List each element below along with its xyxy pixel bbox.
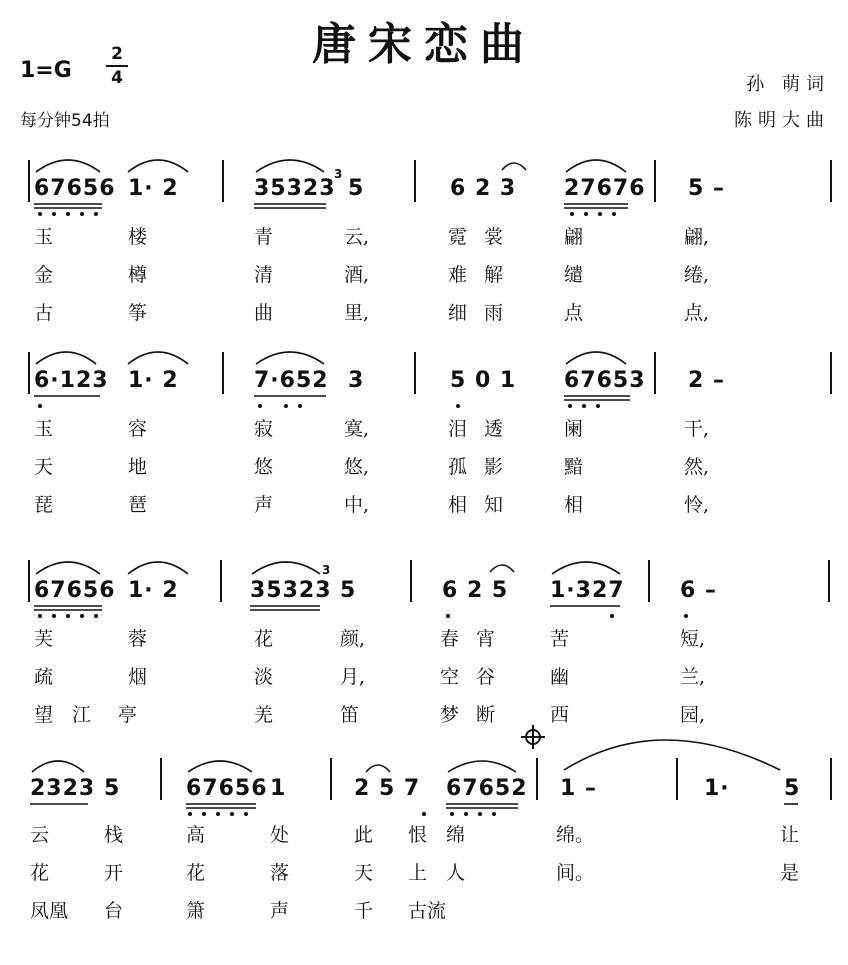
lyric-syllable: 相 — [448, 494, 468, 516]
slur — [128, 160, 188, 172]
lyric-syllable: 点 — [564, 302, 584, 324]
lyric-syllable: 黯 — [564, 456, 584, 478]
note-group: 5 — [340, 578, 357, 603]
lyric-syllable: 江 — [72, 704, 92, 726]
lyric-syllable: 天 — [354, 862, 374, 884]
lyric-syllable: 花 — [186, 862, 206, 884]
lyric-syllable: 断 — [476, 704, 496, 726]
lyric-syllable: 里, — [344, 302, 370, 324]
lyric-syllable: 孤 — [448, 456, 468, 478]
note-group: 5 — [104, 776, 121, 801]
lyric-syllable: 琵 — [34, 494, 54, 516]
lyric-syllable: 楼 — [128, 226, 148, 248]
lyricist-credit: 孙 萌词 — [746, 74, 830, 95]
lyric-syllable: 亭 — [118, 704, 138, 726]
slur — [366, 765, 390, 772]
note-group: 7·652 — [254, 368, 329, 393]
lyric-syllable: 蓉 — [128, 628, 148, 650]
lyric-syllable: 筝 — [128, 302, 148, 324]
lyric-syllable: 怜, — [684, 494, 710, 516]
lyric-syllable: 绵。 — [556, 824, 595, 846]
slur — [36, 562, 100, 574]
note-group: 5 – — [688, 176, 725, 201]
lyric-syllable: 酒, — [344, 264, 370, 286]
lyric-syllable: 凤凰 — [30, 900, 69, 922]
lyric-syllable: 细 — [448, 302, 468, 324]
note-group: 1· 2 — [128, 368, 179, 393]
slur — [564, 740, 780, 770]
lyric-syllable: 兰, — [680, 666, 706, 688]
lyric-syllable: 烟 — [128, 666, 148, 688]
lyric-syllable: 千 — [354, 900, 374, 922]
lyric-syllable: 相 — [564, 494, 584, 516]
note-group: 67656 — [34, 578, 116, 603]
note-group: 1· — [704, 776, 730, 801]
lyric-syllable: 栈 — [104, 824, 124, 846]
lyric-syllable: 苦 — [550, 628, 570, 650]
grace-note: 3 — [322, 563, 331, 577]
lyric-syllable: 淡 — [254, 666, 274, 688]
lyric-syllable: 悠, — [344, 456, 370, 478]
lyric-syllable: 落 — [270, 862, 290, 884]
lyric-syllable: 恨 — [408, 824, 428, 846]
lyric-syllable: 谷 — [476, 666, 496, 688]
lyric-syllable: 樽 — [128, 264, 148, 286]
note-group: 6 – — [680, 578, 717, 603]
lyric-syllable: 翩, — [684, 226, 710, 248]
lyric-syllable: 芙 — [34, 628, 54, 650]
note-group: 27676 — [564, 176, 646, 201]
lyric-syllable: 笛 — [340, 704, 360, 726]
key-signature: 1=G — [20, 58, 72, 83]
lyric-syllable: 知 — [484, 494, 504, 516]
lyric-syllable: 青 — [254, 226, 274, 248]
note-group: 2 – — [688, 368, 725, 393]
note-group: 5 — [348, 176, 365, 201]
note-group: 6 2 3 — [450, 176, 517, 201]
octave-dots — [38, 212, 688, 816]
lyric-syllable: 绻, — [684, 264, 710, 286]
lyric-syllable: 间。 — [556, 862, 595, 884]
lyric-syllable: 点, — [684, 302, 710, 324]
composer-credit: 陈明大曲 — [734, 110, 830, 131]
time-signature-top: 2 — [111, 44, 123, 64]
lyric-syllable: 玉 — [34, 418, 54, 440]
slur — [256, 352, 324, 364]
lyric-syllable: 解 — [484, 264, 504, 286]
lyric-syllable: 玉 — [34, 226, 54, 248]
lyric-syllable: 梦 — [440, 704, 460, 726]
lyric-syllable: 霓 — [448, 226, 468, 248]
lyric-syllable: 处 — [270, 824, 290, 846]
lyric-syllable: 悠 — [254, 456, 274, 478]
slur — [252, 562, 320, 574]
lyric-syllable: 箫 — [186, 900, 206, 922]
lyric-syllable: 西 — [550, 704, 570, 726]
slur — [502, 163, 526, 170]
tempo-marking: 每分钟54拍 — [20, 111, 110, 131]
note-group: 1 — [270, 776, 287, 801]
lyric-syllable: 此 — [354, 824, 374, 846]
lyric-syllable: 难 — [448, 264, 468, 286]
lyric-syllable: 雨 — [484, 302, 504, 324]
lyric-syllable: 声 — [254, 494, 274, 516]
lyric-syllable: 云, — [344, 226, 370, 248]
lyric-syllable: 颜, — [340, 628, 366, 650]
slur — [490, 565, 514, 572]
note-group: 5 0 1 — [450, 368, 517, 393]
lyric-syllable: 月, — [340, 666, 366, 688]
lyric-syllable: 花 — [30, 862, 50, 884]
slur — [36, 352, 96, 364]
lyric-syllable: 寞, — [344, 418, 370, 440]
slur — [256, 160, 324, 172]
lyric-syllable: 春 — [440, 628, 460, 650]
note-group: 6·123 — [34, 368, 109, 393]
lyric-syllable: 然, — [684, 456, 710, 478]
slur-arcs — [32, 160, 780, 772]
lyric-syllable: 曲 — [254, 302, 274, 324]
lyric-syllable: 台 — [104, 900, 124, 922]
lyric-syllable: 宵 — [476, 628, 496, 650]
note-group: 1 – — [560, 776, 597, 801]
lyric-syllable: 园, — [680, 704, 706, 726]
lyric-syllable: 缱 — [564, 264, 584, 286]
lyric-syllable: 清 — [254, 264, 274, 286]
note-group: 2 5 7 — [354, 776, 421, 801]
song-title: 唐宋恋曲 — [312, 19, 536, 70]
lyric-syllable: 阑 — [564, 418, 584, 440]
lyric-syllable: 金 — [34, 264, 54, 286]
lyric-syllable: 裳 — [484, 226, 504, 248]
slur — [566, 352, 626, 364]
lyric-syllable: 上 — [408, 862, 428, 884]
beam-underlines — [30, 204, 801, 808]
lyric-syllable: 翩 — [564, 226, 584, 248]
lyric-syllable: 寂 — [254, 418, 274, 440]
time-signature-bottom: 4 — [111, 68, 123, 88]
lyric-syllable: 望 — [34, 704, 54, 726]
lyric-syllable: 开 — [104, 862, 124, 884]
lyric-syllable: 空 — [440, 666, 460, 688]
slur — [128, 352, 188, 364]
lyric-syllable: 云 — [30, 824, 50, 846]
note-group: 1· 2 — [128, 176, 179, 201]
note-group: 1·327 — [550, 578, 625, 603]
lyric-syllable: 短, — [680, 628, 706, 650]
slur — [552, 562, 620, 574]
grace-note: 3 — [334, 167, 343, 181]
lyric-syllable: 中, — [344, 494, 370, 516]
lyric-syllable: 古 — [34, 302, 54, 324]
slur — [32, 761, 84, 772]
lyric-syllable: 天 — [34, 456, 54, 478]
lyric-syllable: 容 — [128, 418, 148, 440]
slur — [36, 160, 100, 172]
note-group: 67656 — [186, 776, 268, 801]
lyric-syllable: 高 — [186, 824, 206, 846]
note-group: 67656 — [34, 176, 116, 201]
lyric-syllable: 琶 — [128, 494, 148, 516]
lyric-syllable: 声 — [270, 900, 290, 922]
lyric-syllable: 透 — [484, 418, 504, 440]
lyric-syllable: 绵 — [446, 824, 466, 846]
note-group: 35323 — [250, 578, 332, 603]
lyric-syllable: 让 — [780, 824, 800, 846]
lyric-syllable: 幽 — [550, 666, 570, 688]
slur — [128, 562, 188, 574]
note-group: 67653 — [564, 368, 646, 393]
lyric-syllable: 是 — [780, 862, 800, 884]
note-group: 1· 2 — [128, 578, 179, 603]
lyric-syllable: 泪 — [448, 418, 468, 440]
slur — [566, 160, 626, 172]
lyric-syllable: 花 — [254, 628, 274, 650]
lyric-syllable: 疏 — [34, 666, 54, 688]
slur — [188, 761, 252, 772]
lyric-syllable: 羌 — [254, 704, 274, 726]
lyric-syllable: 古流 — [408, 900, 447, 922]
lyric-syllable: 干, — [684, 418, 710, 440]
note-group: 3 — [348, 368, 365, 393]
lyric-syllable: 影 — [484, 456, 504, 478]
slur — [448, 761, 516, 772]
note-group: 35323 — [254, 176, 336, 201]
note-group: 5 — [784, 776, 801, 801]
note-group: 6 2 5 — [442, 578, 509, 603]
lyric-syllable: 人 — [446, 862, 466, 884]
note-group: 67652 — [446, 776, 528, 801]
note-group: 2323 — [30, 776, 96, 801]
lyric-syllable: 地 — [128, 456, 148, 478]
